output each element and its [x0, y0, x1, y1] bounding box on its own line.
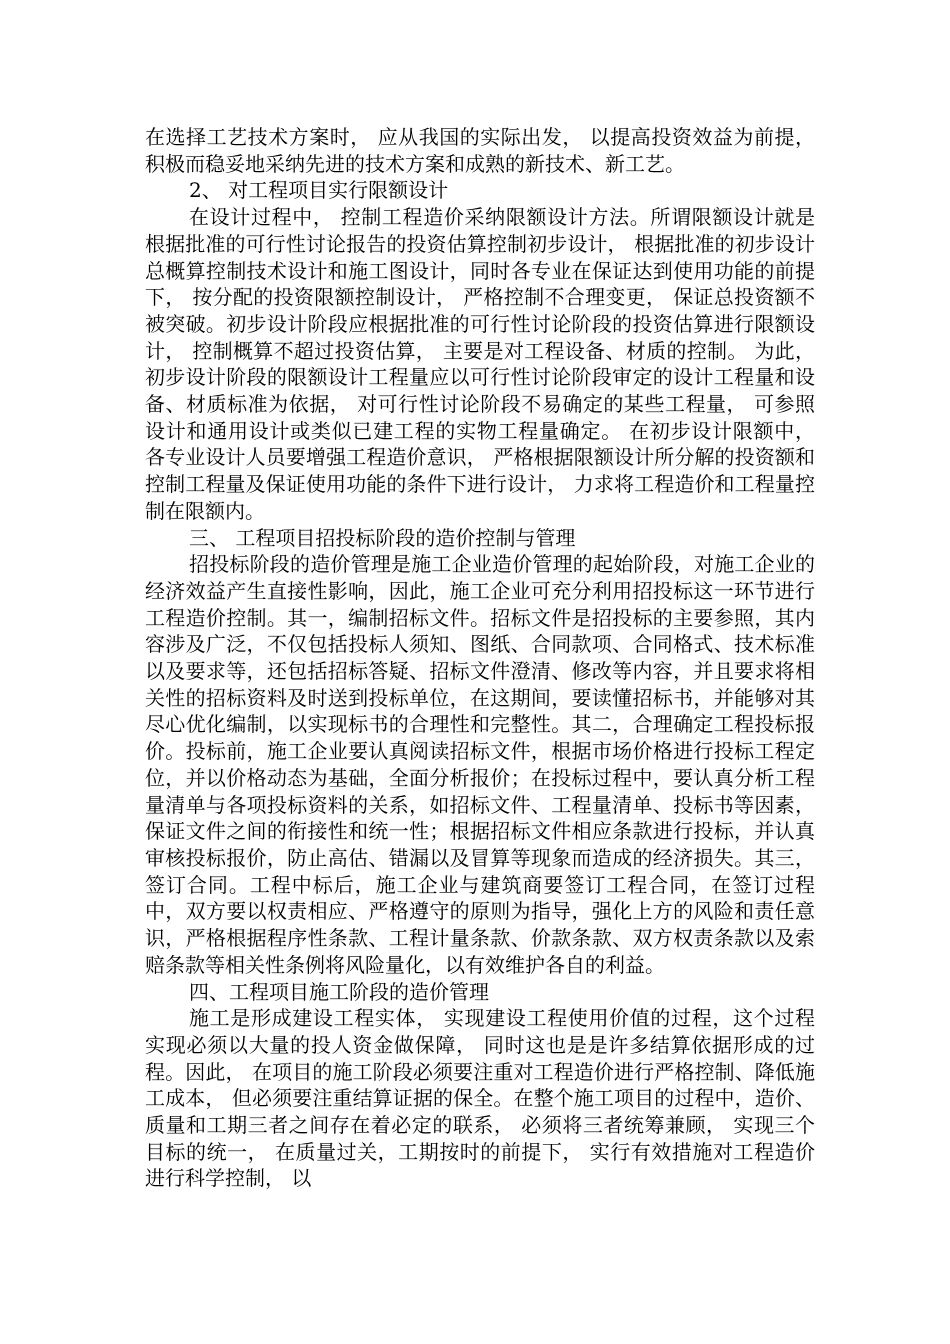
- paragraph-continued: 在选择工艺技术方案时， 应从我国的实际出发， 以提高投资效益为前提， 积极而稳妥地采纳先进的技术方案和成熟的新技术、新工艺。: [145, 125, 815, 176]
- section-heading-limit-design: 2、 对工程项目实行限额设计: [189, 178, 449, 203]
- document-page: [145, 124, 815, 1192]
- section-heading-construction: 四、工程项目施工阶段的造价管理: [189, 979, 489, 1004]
- paragraph-limit-design: 在设计过程中， 控制工程造价采纳限额设计方法。所谓限额设计就是根据批准的可行性讨论报告的投资估算控制初步设计， 根据批准的初步设计总概算控制技术设计和施工图设计，同时各专业在保证达到使用功能的前提下， 按分配的投资限额控制设计， 严格控制不合理变更， 保证总投资额不被突破。初步设计阶段应根据批准的可行性讨论阶段的投资估算进行限额设计， 控制概算不超过投资估算， 主要是对工程设备、材质的控制。 为此， 初步设计阶段的限额设计工程量应以可行性讨论阶段审定的设计工程量和设备、材质标准为依据， 对可行性讨论阶段不易确定的某些工程量， 可参照设计和通用设计或类似已建工程的实物工程量确定。 在初步设计限额中， 各专业设计人员要增强工程造价意识， 严格根据限额设计所分解的投资额和控制工程量及保证使用功能的条件下进行设计， 力求将工程造价和工程量控制在限额内。: [145, 205, 815, 523]
- paragraph-construction: 施工是形成建设工程实体， 实现建设工程使用价值的过程，这个过程实现必须以大量的投人资金做保障， 同时这也是是许多结算依据形成的过程。因此， 在项目的施工阶段必须要注重对工程造价进行严格控制、降低施工成本， 但必须要注重结算证据的保全。在整个施工项目的过程中，造价、质量和工期三者之间存在着必定的联系， 必须将三者统筹兼顾， 实现三个目标的统一， 在质量过关，工期按时的前提下， 实行有效措施对工程造价进行科学控制， 以: [145, 1006, 815, 1191]
- paragraph-bidding: 招投标阶段的造价管理是施工企业造价管理的起始阶段，对施工企业的经济效益产生直接性影响，因此，施工企业可充分利用招投标这一环节进行工程造价控制。其一，编制招标文件。招标文件是招投标的主要参照，其内容涉及广泛，不仅包括投标人须知、图纸、合同款项、合同格式、技术标准以及要求等，还包括招标答疑、招标文件澄清、修改等内容，并且要求将相关性的招标资料及时送到投标单位，在这期间，要读懂招标书，并能够对其尽心优化编制，以实现标书的合理性和完整性。其二，合理确定工程投标报价。投标前，施工企业要认真阅读招标文件，根据市场价格进行投标工程定位，并以价格动态为基础，全面分析报价；在投标过程中，要认真分析工程量清单与各项投标资料的关系，如招标文件、工程量清单、投标书等因素，保证文件之间的衔接性和统一性；根据招标文件相应条款进行投标，并认真审核投标报价，防止高估、错漏以及冒算等现象而造成的经济损失。其三，签订合同。工程中标后，施工企业与建筑商要签订工程合同，在签订过程中，双方要以权责相应、严格遵守的原则为指导，强化上方的风险和责任意识，严格根据程序性条款、工程计量条款、价款条款、双方权责条款以及索赔条款等相关性条例将风险量化，以有效维护各自的利益。: [145, 552, 815, 977]
- section-heading-bidding: 三、 工程项目招投标阶段的造价控制与管理: [189, 525, 576, 550]
